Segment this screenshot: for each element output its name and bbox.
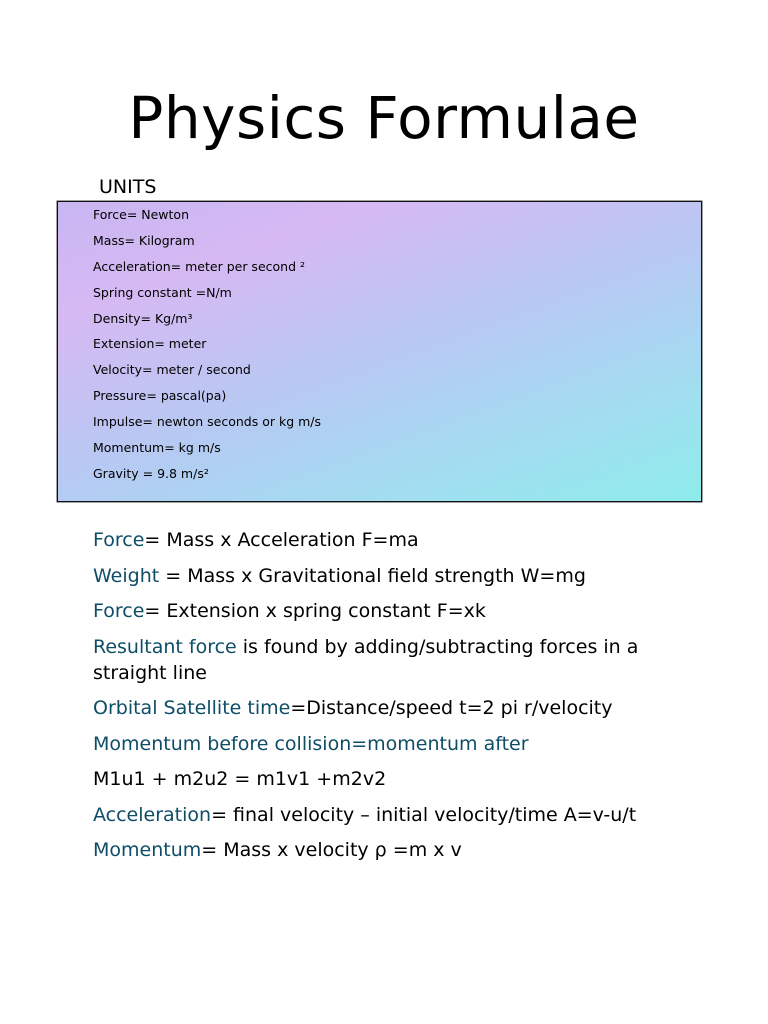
formula-term: Weight xyxy=(93,564,160,587)
formula-text: = Extension x spring constant F=xk xyxy=(144,600,486,622)
formula-text: = Mass x Gravitational field strength W=mg xyxy=(159,564,586,587)
unit-item: Velocity= meter / second xyxy=(93,362,251,378)
formula-text: = Mass x velocity ρ =m x v xyxy=(201,839,462,861)
formula-term: Acceleration xyxy=(93,803,212,826)
formula-item xyxy=(93,837,683,863)
formula-item xyxy=(93,527,683,553)
unit-item: Extension= meter xyxy=(93,336,207,352)
formula-term: Momentum before collision=momentum after xyxy=(93,732,529,755)
unit-item: Acceleration= meter per second ² xyxy=(93,258,305,274)
units-list xyxy=(93,206,321,491)
formula-item xyxy=(93,563,683,589)
formula-item xyxy=(93,802,683,828)
formula-text: is found by adding/subtracting forces in a straight line xyxy=(93,635,639,684)
formula-text: = final velocity – initial velocity/time A=v-u/t xyxy=(211,803,637,826)
unit-item: Mass= Kilogram xyxy=(93,232,195,248)
formula-list xyxy=(93,527,683,873)
formula-item xyxy=(93,766,683,792)
formula-term: Resultant force xyxy=(93,635,237,658)
formula-term: Momentum xyxy=(93,839,202,861)
formula-text: = Mass x Acceleration F=ma xyxy=(144,529,419,551)
formula-item xyxy=(93,731,683,757)
page-title: Physics Formulae xyxy=(128,84,640,152)
unit-item: Force= Newton xyxy=(93,207,190,222)
formula-term: Force xyxy=(93,600,145,622)
formula-term: Orbital Satellite time xyxy=(93,697,291,719)
unit-item: Gravity = 9.8 m/s² xyxy=(93,465,209,481)
formula-text: =Distance/speed t=2 pi r/velocity xyxy=(290,697,613,719)
formula-term: Force xyxy=(93,529,145,551)
formula-item xyxy=(93,598,683,624)
formula-text: M1u1 + m2u2 = m1v1 +m2v2 xyxy=(93,768,387,790)
unit-item: Momentum= kg m/s xyxy=(93,440,221,456)
unit-item: Spring constant =N/m xyxy=(93,284,232,300)
unit-item: Impulse= newton seconds or kg m/s xyxy=(93,414,321,430)
formula-item xyxy=(93,695,683,721)
unit-item: Pressure= pascal(pa) xyxy=(93,388,227,404)
formula-item xyxy=(93,634,683,686)
unit-item: Density= Kg/m³ xyxy=(93,310,193,326)
units-heading: UNITS xyxy=(99,176,157,198)
